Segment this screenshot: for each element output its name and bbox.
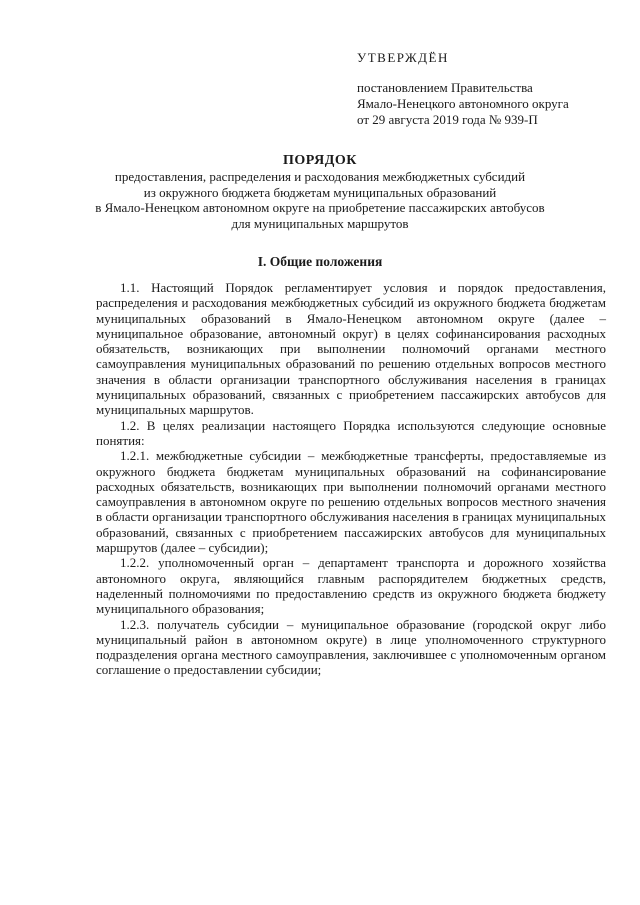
approval-line: от 29 августа 2019 года № 939-П [357, 112, 538, 127]
approval-stamp [357, 50, 569, 128]
paragraph: 1.1. Настоящий Порядок регламентирует условия и порядок предоставления, распределения и расходования межбюджетных субсидий из окружного бюджета бюджетам муниципальных образований в Ямало-Ненецком автономном округе (далее – муниципальное образование, автономный округ) в целях софинансирования расходных обязательств, возникающих при выполнении полномочий органами местного самоуправления муниципальных образований по решению отдельных вопросов местного значения в области организации транспортного обслуживания населения в границах муниципальных образований, связанных с приобретением пассажирских автобусов для муниципальных маршрутов. [96, 280, 606, 418]
paragraph: 1.2. В целях реализации настоящего Порядка используются следующие основные понятия: [96, 417, 606, 448]
title-heading: ПОРЯДОК [283, 153, 357, 168]
title-line: в Ямало-Ненецком автономном округе на приобретение пассажирских автобусов [95, 200, 545, 215]
approval-word: УТВЕРЖДЁН [357, 50, 449, 65]
document-body [96, 280, 606, 678]
document-title [0, 152, 640, 231]
section-heading: I. Общие положения [257, 254, 383, 269]
paragraph: 1.2.3. получатель субсидии – муниципальное образование (городской округ либо муниципальный район в автономном округе) в лице уполномоченного структурного подразделения органа местного самоуправления, заключившее с уполномоченным органом соглашение о предоставлении субсидии; [96, 616, 606, 678]
title-line: предоставления, распределения и расходования межбюджетных субсидий [114, 169, 526, 184]
paragraph: 1.2.2. уполномоченный орган – департамент транспорта и дорожного хозяйства автономного округа, являющийся главным распорядителем бюджетных средств, наделенный полномочиями по предоставлению средств из окружного бюджета бюджету муниципального образования; [96, 555, 606, 617]
approval-line: постановлением Правительства [357, 80, 533, 95]
title-line: для муниципальных маршрутов [231, 215, 409, 231]
title-line: из окружного бюджета бюджетам муниципальных образований [143, 184, 497, 200]
paragraph: 1.2.1. межбюджетные субсидии – межбюджетные трансферты, предоставляемые из окружного бюджета бюджетам муниципальных образований на софинансирование расходных обязательств, возникающих при выполнении полномочий органами местного самоуправления в автономном округе по решению отдельных вопросов местного значения в области организации транспортного обслуживания населения в границах муниципальных образований, связанных с приобретением пассажирских автобусов для муниципальных маршрутов (далее – субсидии); [96, 448, 606, 556]
approval-line: Ямало-Ненецкого автономного округа [357, 96, 569, 111]
